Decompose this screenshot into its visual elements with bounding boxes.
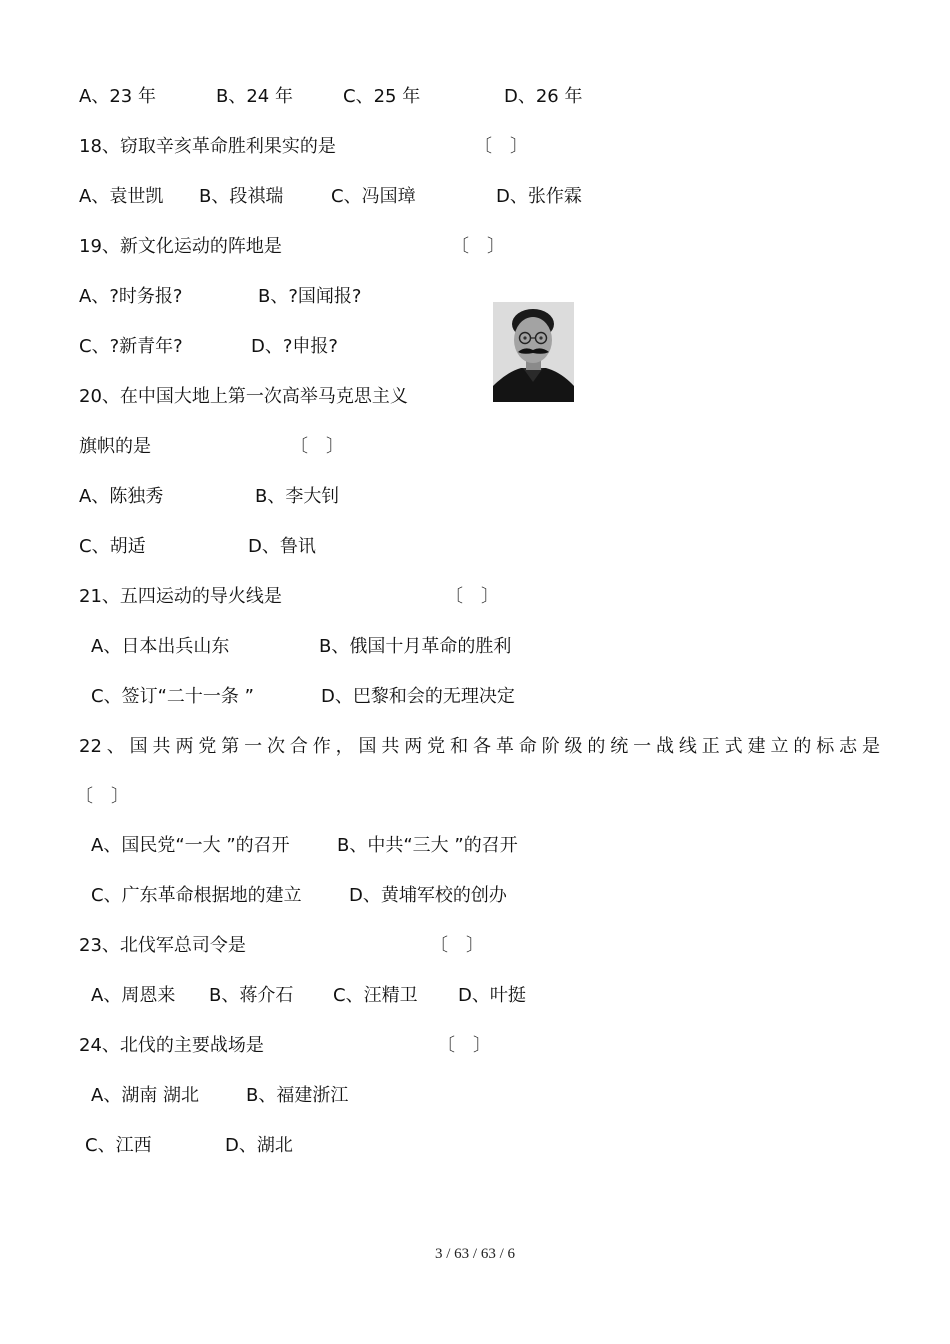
q18-stem: 18、窃取辛亥革命胜利果实的是 bbox=[79, 136, 336, 157]
q19-answer-bracket: 〔 〕 bbox=[451, 236, 505, 257]
q20-option-c: C、胡适 bbox=[79, 536, 146, 557]
q19-option-d: D、?申报? bbox=[251, 336, 338, 357]
q20-option-d: D、鲁讯 bbox=[248, 536, 316, 557]
q19-option-b: B、?国闻报? bbox=[258, 286, 362, 307]
q23-option-a: A、周恩来 bbox=[91, 985, 176, 1006]
q17-option-b: B、24 年 bbox=[216, 86, 293, 107]
q21-stem: 21、五四运动的导火线是 bbox=[79, 586, 282, 607]
q22-answer-bracket: 〔 〕 bbox=[75, 786, 129, 807]
q23-answer-bracket: 〔 〕 bbox=[430, 935, 484, 956]
q21-option-a: A、日本出兵山东 bbox=[91, 636, 230, 657]
page-number: 3 / 63 / 63 / 6 bbox=[434, 1246, 515, 1262]
q22-stem: 22、国共两党第一次合作，国共两党和各革命阶级的统一战线正式建立的标志是 bbox=[79, 736, 880, 757]
q18-answer-bracket: 〔 〕 bbox=[474, 136, 528, 157]
q20-option-a: A、陈独秀 bbox=[79, 486, 164, 507]
q19-option-c: C、?新青年? bbox=[79, 336, 183, 357]
q20-answer-bracket: 〔 〕 bbox=[290, 436, 344, 457]
q22-option-b: B、中共“三大 ”的召开 bbox=[337, 835, 518, 856]
q18-option-d: D、张作霖 bbox=[496, 186, 582, 207]
q18-option-a: A、袁世凯 bbox=[79, 186, 164, 207]
q20-option-b: B、李大钊 bbox=[255, 486, 340, 507]
q20-stem-line2: 旗帜的是 bbox=[79, 436, 151, 457]
q22-option-c: C、广东革命根据地的建立 bbox=[91, 885, 302, 906]
q21-option-c: C、签订“二十一条 ” bbox=[91, 686, 254, 707]
q20-stem-line1: 20、在中国大地上第一次高举马克思主义 bbox=[79, 386, 408, 407]
portrait-photo bbox=[493, 302, 574, 402]
q24-option-d: D、湖北 bbox=[225, 1135, 293, 1156]
q22-option-a: A、国民党“一大 ”的召开 bbox=[91, 835, 290, 856]
q24-answer-bracket: 〔 〕 bbox=[437, 1035, 491, 1056]
q23-option-c: C、汪精卫 bbox=[333, 985, 418, 1006]
q24-option-b: B、福建浙江 bbox=[246, 1085, 349, 1106]
q21-option-b: B、俄国十月革命的胜利 bbox=[319, 636, 512, 657]
q19-stem: 19、新文化运动的阵地是 bbox=[79, 236, 282, 257]
q21-answer-bracket: 〔 〕 bbox=[445, 586, 499, 607]
q18-option-b: B、段祺瑞 bbox=[199, 186, 284, 207]
q17-option-d: D、26 年 bbox=[504, 86, 583, 107]
q23-option-b: B、蒋介石 bbox=[209, 985, 294, 1006]
q22-option-d: D、黄埔军校的创办 bbox=[349, 885, 507, 906]
q24-option-a: A、湖南 湖北 bbox=[91, 1085, 200, 1106]
q17-option-a: A、23 年 bbox=[79, 86, 156, 107]
q21-option-d: D、巴黎和会的无理决定 bbox=[321, 686, 515, 707]
q17-option-c: C、25 年 bbox=[343, 86, 421, 107]
q23-stem: 23、北伐军总司令是 bbox=[79, 935, 246, 956]
q19-option-a: A、?时务报? bbox=[79, 286, 183, 307]
portrait-image bbox=[493, 302, 574, 402]
q18-option-c: C、冯国璋 bbox=[331, 186, 416, 207]
q24-stem: 24、北伐的主要战场是 bbox=[79, 1035, 264, 1056]
q24-option-c: C、江西 bbox=[85, 1135, 152, 1156]
q23-option-d: D、叶挺 bbox=[458, 985, 526, 1006]
